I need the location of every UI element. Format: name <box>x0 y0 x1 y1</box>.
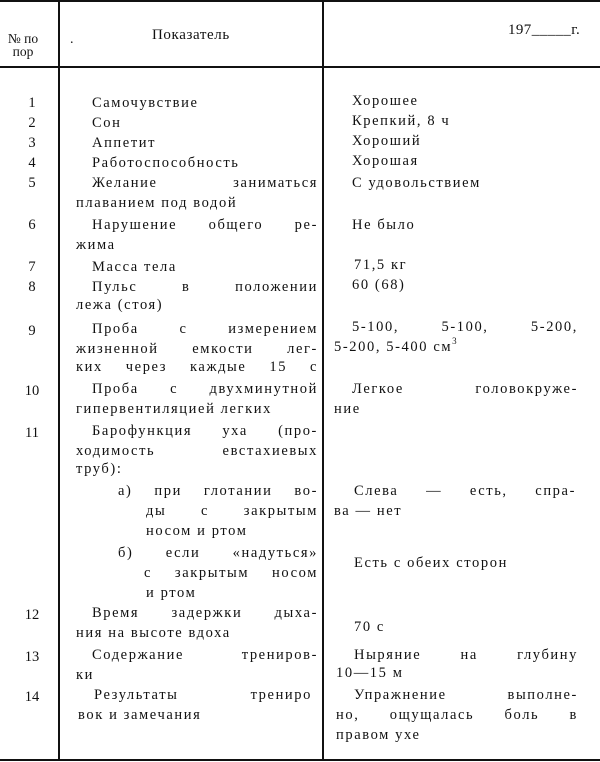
row-value: правом ухе <box>336 727 421 743</box>
row-value: 5-200, 5-400 $см^3$ <box>334 336 459 355</box>
row-number: 5 <box>28 175 36 191</box>
row-indicator: лежа (стоя) <box>76 297 164 313</box>
row-indicator: Проба с измерением <box>92 321 318 337</box>
row-number: 13 <box>24 649 40 665</box>
row-value: Крепкий, 8 ч <box>352 113 451 129</box>
row-value: но, ощущалась боль в <box>336 707 578 723</box>
superscript: 3 <box>452 336 459 346</box>
row-value: Упражнение выполне- <box>354 687 578 703</box>
row-indicator: гипервентиляцией легких <box>76 401 272 417</box>
row-indicator: ких через каждые 15 с <box>76 359 318 375</box>
row-value: Хороший <box>352 133 422 149</box>
row-number: 9 <box>28 323 36 339</box>
column-divider-right <box>322 0 324 760</box>
header-year-column: 197_____г. <box>508 22 581 38</box>
row-value: 71,5 кг <box>354 257 408 273</box>
row-indicator: Сон <box>92 115 122 131</box>
row-number: 7 <box>28 259 36 275</box>
row-indicator: Содержание трениров- <box>92 647 318 663</box>
row-value: Хорошее <box>352 93 419 109</box>
row-indicator: ния на высоте вдоха <box>76 625 231 641</box>
header-bottom-rule <box>0 66 600 68</box>
row-number: 14 <box>24 689 40 705</box>
row-sub-indicator: с закрытым носом <box>144 565 318 581</box>
row-value: ва — нет <box>334 503 403 519</box>
row-value: 10—15 м <box>336 665 404 681</box>
row-value: Ныряние на глубину <box>354 647 578 663</box>
header-indicator-column: Показатель <box>152 27 230 43</box>
column-divider-left <box>58 0 60 760</box>
row-indicator: Аппетит <box>92 135 157 151</box>
row-value: Хорошая <box>352 153 419 169</box>
row-sub-indicator: и ртом <box>146 585 197 601</box>
row-indicator: Работоспособность <box>92 155 240 171</box>
row-value: Есть с обеих сторон <box>354 555 508 571</box>
row-sub-indicator: ды с закрытым <box>146 503 318 519</box>
row-indicator: Барофункция уха (про- <box>92 423 318 439</box>
row-indicator: Проба с двухминутной <box>92 381 318 397</box>
row-indicator: Масса тела <box>92 259 177 275</box>
row-value: 60 (68) <box>352 277 406 293</box>
row-number: 3 <box>28 135 36 151</box>
row-indicator: ки <box>76 667 95 683</box>
row-number: 6 <box>28 217 36 233</box>
row-value: 5-100, 5-100, 5-200, <box>352 319 578 335</box>
row-indicator: ходимость евстахиевых <box>76 443 318 459</box>
table-bottom-rule <box>0 759 600 761</box>
row-indicator: Самочувствие <box>92 95 199 111</box>
row-value: Легкое головокруже- <box>352 381 578 397</box>
row-sub-indicator: носом и ртом <box>146 523 248 539</box>
row-value: Не было <box>352 217 416 233</box>
row-value: 70 с <box>354 619 385 635</box>
row-indicator: плаванием под водой <box>76 195 238 211</box>
row-indicator: Желание заниматься <box>92 175 318 191</box>
row-value: Слева — есть, спра- <box>354 483 576 499</box>
row-number: 8 <box>28 279 36 295</box>
row-indicator: труб): <box>76 461 123 477</box>
row-number: 10 <box>24 383 40 399</box>
row-indicator: жизненной емкости лег- <box>76 341 318 357</box>
header-number-column: № по пор <box>7 31 39 59</box>
row-indicator: Пульс в положении <box>92 279 318 295</box>
table-top-rule <box>0 0 600 2</box>
row-indicator: Время задержки дыха- <box>92 605 318 621</box>
row-number: 11 <box>25 425 39 441</box>
row-indicator: вок и замечания <box>78 707 202 723</box>
row-number: 4 <box>28 155 36 171</box>
row-indicator: жима <box>76 237 116 253</box>
row-sub-indicator: б) если «надуться» <box>118 545 318 561</box>
row-indicator: Результаты трениро <box>94 687 312 703</box>
row-indicator: Нарушение общего ре- <box>92 217 318 233</box>
header-dot: . <box>70 32 74 47</box>
row-sub-indicator: а) при глотании во- <box>118 483 318 499</box>
row-number: 2 <box>28 115 36 131</box>
row-number: 12 <box>24 607 40 623</box>
row-value: С удовольствием <box>352 175 481 191</box>
row-number: 1 <box>28 95 36 111</box>
row-value: ние <box>334 401 361 417</box>
